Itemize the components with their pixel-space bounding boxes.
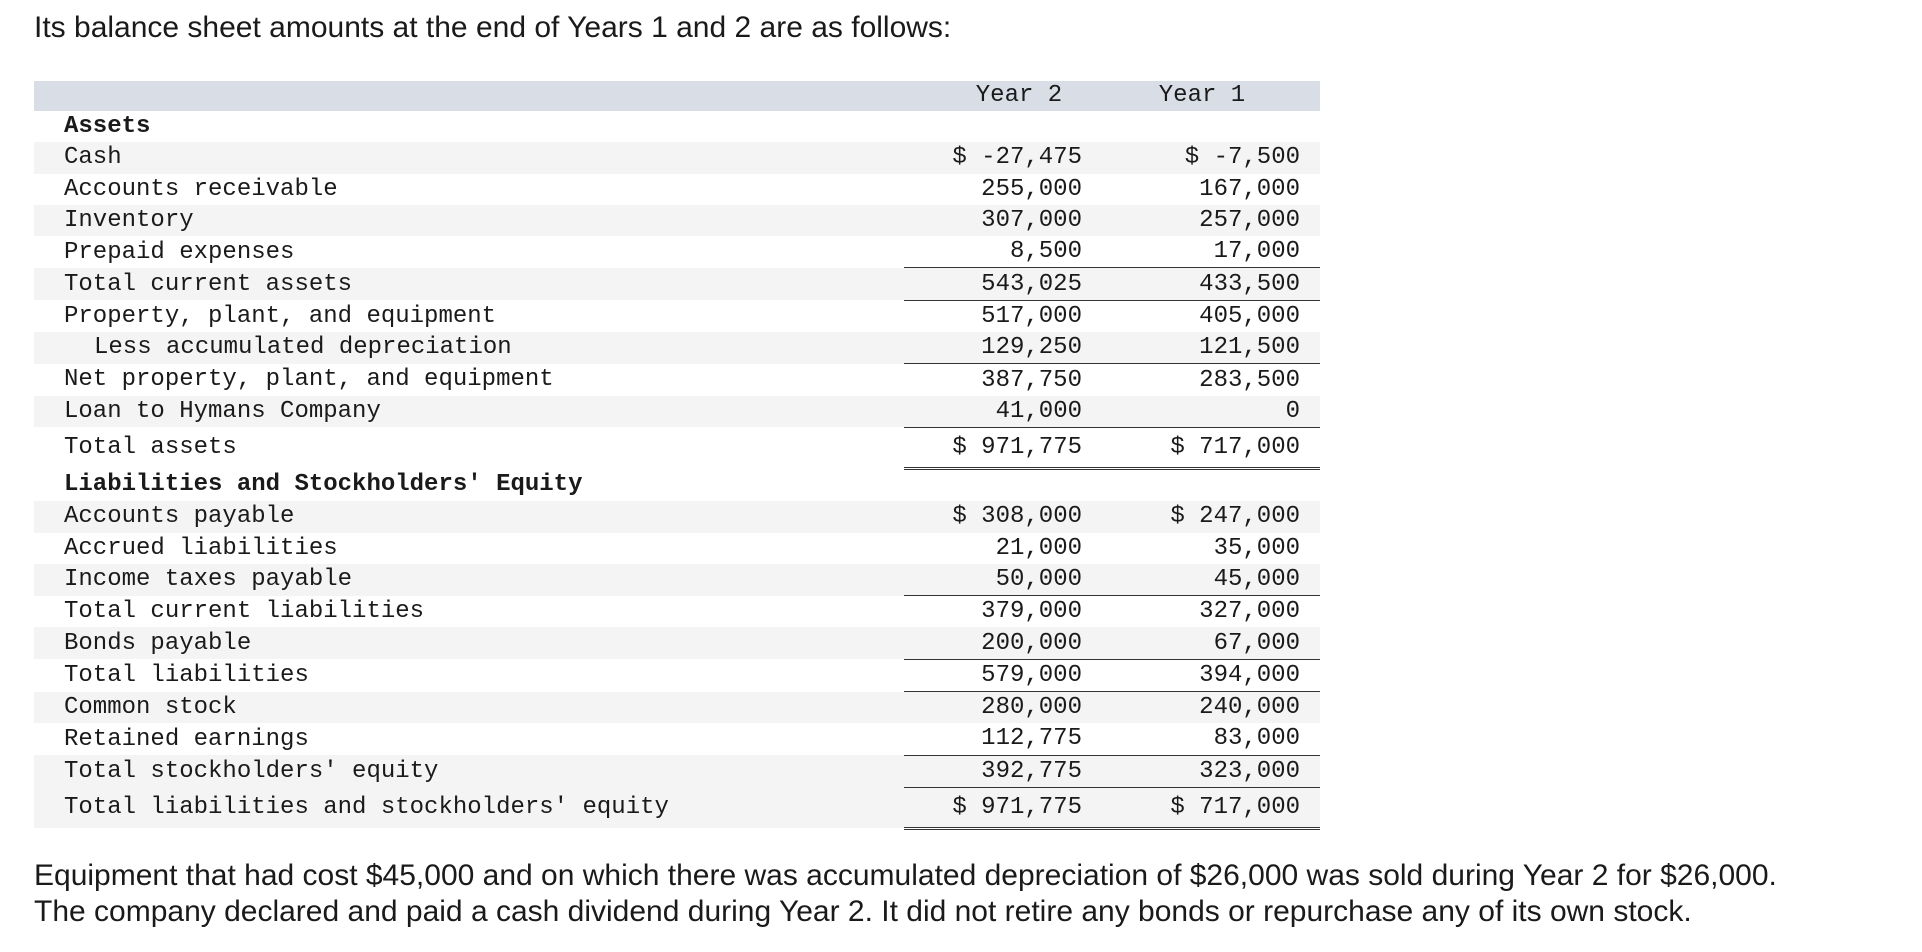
year1-value: 283,500 — [1199, 366, 1300, 394]
header-year2: Year 2 — [975, 82, 1063, 109]
row-label: Cash — [64, 144, 122, 172]
year2-value: 517,000 — [981, 302, 1082, 330]
table-row — [34, 692, 1320, 724]
footer-notes — [34, 858, 1914, 930]
year2-value: 579,000 — [904, 659, 1104, 691]
table-row — [34, 396, 1320, 428]
year2-value: 21,000 — [995, 534, 1082, 562]
row-label: Accrued liabilities — [64, 534, 338, 562]
year1-value: 327,000 — [1199, 598, 1300, 626]
table-header-row — [34, 81, 1320, 111]
table-row — [34, 564, 1320, 596]
table-row — [34, 659, 1320, 691]
year1-value: $ -7,500 — [1184, 144, 1300, 172]
table-row — [34, 364, 1320, 396]
table-row — [34, 268, 1320, 300]
year1-value: 35,000 — [1213, 534, 1300, 562]
table-row — [34, 205, 1320, 236]
year1-value: 394,000 — [1104, 659, 1320, 691]
year1-value: 45,000 — [1104, 564, 1320, 596]
row-label: Less accumulated depreciation — [94, 334, 512, 362]
table-row — [34, 332, 1320, 364]
row-label: Bonds payable — [64, 629, 252, 657]
total-liab-equity-label: Total liabilities and stockholders' equity — [64, 794, 669, 822]
year1-value: 433,500 — [1104, 268, 1320, 300]
year1-value: 167,000 — [1199, 175, 1300, 203]
intro-text: Its balance sheet amounts at the end of Years 1 and 2 are as follows: — [34, 11, 952, 44]
table-row — [34, 755, 1320, 787]
year2-value: $ -27,475 — [952, 144, 1082, 172]
year1-value: 240,000 — [1199, 694, 1300, 722]
year2-value: 255,000 — [981, 175, 1082, 203]
row-label: Total stockholders' equity — [64, 757, 439, 785]
year1-value: $ 247,000 — [1170, 503, 1300, 531]
row-label: Loan to Hymans Company — [64, 398, 381, 426]
year1-value: 83,000 — [1104, 723, 1320, 755]
row-label: Total liabilities — [64, 661, 309, 689]
header-label-cell — [34, 81, 904, 111]
year1-value: 121,500 — [1104, 332, 1320, 364]
liabilities-heading: Liabilities and Stockholders' Equity — [64, 471, 583, 499]
total-liab-equity-year1: $ 717,000 — [1104, 787, 1320, 828]
year1-value: 257,000 — [1199, 207, 1300, 235]
table-row — [34, 723, 1320, 755]
row-label: Income taxes payable — [64, 566, 353, 594]
total-assets-label: Total assets — [64, 434, 237, 462]
year2-value: $ 308,000 — [952, 503, 1082, 531]
table-row — [34, 501, 1320, 532]
year2-value: 112,775 — [904, 723, 1104, 755]
year1-value: 0 — [1104, 396, 1320, 428]
total-liab-equity-row — [34, 787, 1320, 828]
row-label: Total current assets — [64, 270, 353, 298]
table-row — [34, 300, 1320, 332]
year1-value: 405,000 — [1199, 302, 1300, 330]
liabilities-heading-row — [34, 468, 1320, 501]
year2-value: 307,000 — [981, 207, 1082, 235]
assets-heading: Assets — [64, 113, 151, 141]
row-label: Common stock — [64, 693, 237, 721]
row-label: Accounts receivable — [64, 175, 338, 203]
total-liab-equity-year2: $ 971,775 — [904, 787, 1104, 828]
row-label: Inventory — [64, 207, 194, 235]
row-label: Accounts payable — [64, 503, 295, 531]
table-row — [34, 627, 1320, 659]
header-year1: Year 1 — [1158, 82, 1246, 109]
row-label: Total current liabilities — [64, 598, 425, 626]
row-label: Retained earnings — [64, 725, 309, 753]
year2-value: 387,750 — [981, 366, 1082, 394]
row-label: Property, plant, and equipment — [64, 302, 497, 330]
year2-value: 8,500 — [904, 236, 1104, 268]
row-label: Net property, plant, and equipment — [64, 366, 554, 394]
balance-sheet-table — [34, 81, 1320, 830]
year2-value: 50,000 — [904, 564, 1104, 596]
year1-value: 67,000 — [1104, 627, 1320, 659]
total-assets-year2: $ 971,775 — [904, 427, 1104, 468]
table-row — [34, 596, 1320, 628]
year2-value: 41,000 — [904, 396, 1104, 428]
table-row — [34, 174, 1320, 205]
table-row — [34, 236, 1320, 268]
total-assets-year1: $ 717,000 — [1104, 427, 1320, 468]
footer-line-1: Equipment that had cost $45,000 and on which there was accumulated depreciation of $26,000 was sold during Year 2 for $26,000. — [34, 859, 1777, 892]
table-row — [34, 533, 1320, 564]
year1-value: 323,000 — [1104, 755, 1320, 787]
table-row — [34, 142, 1320, 173]
assets-heading-row — [34, 111, 1320, 142]
row-label: Prepaid expenses — [64, 238, 295, 266]
year2-value: 379,000 — [981, 598, 1082, 626]
year2-value: 129,250 — [904, 332, 1104, 364]
year2-value: 543,025 — [904, 268, 1104, 300]
year2-value: 392,775 — [904, 755, 1104, 787]
year2-value: 200,000 — [904, 627, 1104, 659]
footer-line-2: The company declared and paid a cash dividend during Year 2. It did not retire any bonds or repurchase any of its own stock. — [34, 895, 1692, 928]
year1-value: 17,000 — [1104, 236, 1320, 268]
total-assets-row — [34, 427, 1320, 468]
year2-value: 280,000 — [981, 694, 1082, 722]
